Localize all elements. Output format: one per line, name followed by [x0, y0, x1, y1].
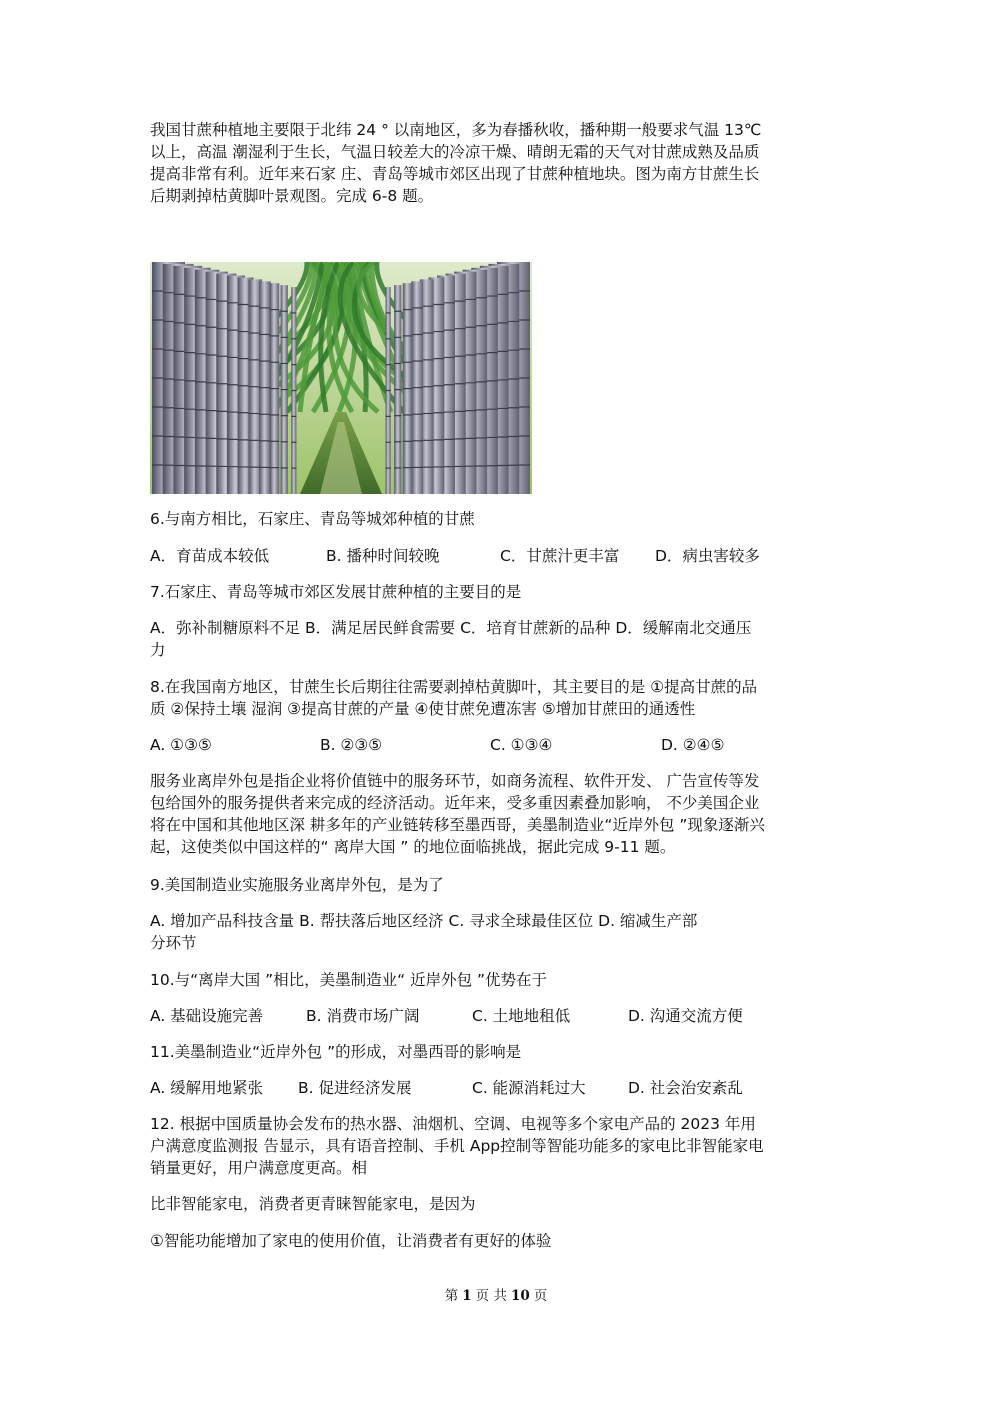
option-a: A．育苗成本较低 [150, 547, 270, 565]
text-line: 质 ②保持土壤 湿润 ③提高甘蔗的产量 ④使甘蔗免遭冻害 ⑤增加甘蔗田的通透性 [150, 700, 696, 718]
text-line: 后期剥掉枯黄脚叶景观图。完成 6-8 题。 [150, 187, 434, 205]
text-line: 比非智能家电，消费者更青睐智能家电，是因为 [150, 1195, 476, 1213]
text-line: 我国甘蔗种植地主要限于北纬 24 ° 以南地区，多为春播秋收，播种期一般要求气温 13℃ [150, 121, 762, 139]
option-a: A. 缓解用地紧张 [150, 1079, 264, 1097]
option-b: B. 消费市场广阔 [306, 1007, 420, 1025]
question-8 [150, 676, 850, 720]
sugarcane-illustration [150, 262, 532, 494]
text-line: 销量更好，用户满意度更高。相 [150, 1159, 368, 1177]
question-stem: 7.石家庄、青岛等城市郊区发展甘蔗种植的主要目的是 [150, 583, 522, 601]
option-b: B. 播种时间较晚 [326, 547, 440, 565]
page-footer [0, 1284, 992, 1304]
sugarcane-field-photo [150, 262, 532, 494]
question-stem: 6.与南方相比，石家庄、青岛等城郊种植的甘蔗 [150, 510, 475, 528]
option-b: B. ②③⑤ [320, 736, 383, 754]
question-8-options [150, 734, 850, 756]
question-10-options [150, 1005, 850, 1027]
text-line: 提高非常有利。近年来石家 庄、青岛等城市郊区出现了甘蔗种植地块。图为南方甘蔗生长 [150, 165, 760, 183]
footer-prefix: 第 [444, 1288, 459, 1304]
question-stem: 10.与“离岸大国 ”相比，美墨制造业“ 近岸外包 ”优势在于 [150, 971, 548, 989]
text-line: 8.在我国南方地区，甘蔗生长后期往往需要剥掉枯黄脚叶，其主要目的是 ①提高甘蔗的品 [150, 678, 758, 696]
text-line: ①智能功能增加了家电的使用价值，让消费者有更好的体验 [150, 1232, 552, 1250]
footer-suffix: 页 [533, 1288, 548, 1304]
intro-paragraph-sugarcane [150, 119, 850, 207]
question-12-line [150, 1193, 850, 1215]
question-9-options [150, 910, 850, 954]
option-a: A. 基础设施完善 [150, 1007, 264, 1025]
intro-paragraph-offshoring [150, 770, 850, 858]
footer-total-pages: 10 [510, 1288, 530, 1304]
question-7 [150, 581, 850, 603]
question-10 [150, 969, 850, 991]
question-9 [150, 874, 850, 896]
question-6-options [150, 545, 850, 567]
option-d: D. 社会治安紊乱 [628, 1079, 743, 1097]
footer-page-number: 1 [462, 1288, 472, 1304]
question-12-statement-1 [150, 1230, 850, 1252]
option-c: C. 土地地租低 [472, 1007, 571, 1025]
option-b: B. 促进经济发展 [298, 1079, 412, 1097]
text-line: 户满意度监测报 告显示，具有语音控制、手机 App控制等智能功能多的家电比非智能家电 [150, 1137, 764, 1155]
question-6 [150, 508, 850, 530]
option-d: D. 沟通交流方便 [628, 1007, 743, 1025]
option-a: A. ①③⑤ [150, 736, 212, 754]
question-7-options [150, 617, 850, 661]
text-line: A．弥补制糖原料不足 B．满足居民鲜食需要 C．培育甘蔗新的品种 D．缓解南北交通压 [150, 619, 752, 637]
question-stem: 11.美墨制造业“近岸外包 ”的形成，对墨西哥的影响是 [150, 1043, 522, 1061]
text-line: 服务业离岸外包是指企业将价值链中的服务环节，如商务流程、软件开发、 广告宣传等发 [150, 772, 760, 790]
option-d: D. ②④⑤ [661, 736, 725, 754]
text-line: 分环节 [150, 934, 197, 952]
question-11-options [150, 1077, 850, 1099]
question-12 [150, 1113, 850, 1179]
text-line: 将在中国和其他地区深 耕多年的产业链转移至墨西哥，美墨制造业“近岸外包 ”现象逐渐兴 [150, 816, 765, 834]
text-line: 以上，高温 潮湿利于生长，气温日较差大的冷凉干燥、晴朗无霜的天气对甘蔗成熟及品质 [150, 143, 760, 161]
option-c: C. ①③④ [490, 736, 553, 754]
text-line: 12. 根据中国质量协会发布的热水器、油烟机、空调、电视等多个家电产品的 2023 年用 [150, 1115, 756, 1133]
option-c: C．甘蔗汁更丰富 [500, 547, 620, 565]
text-line: 包给国外的服务提供者来完成的经济活动。近年来，受多重因素叠加影响， 不少美国企业 [150, 794, 760, 812]
option-c: C. 能源消耗过大 [472, 1079, 586, 1097]
text-line: 起，这使类似中国这样的“ 离岸大国 ” 的地位面临挑战，据此完成 9-11 题。 [150, 838, 676, 856]
question-11 [150, 1041, 850, 1063]
option-d: D．病虫害较多 [655, 547, 760, 565]
text-line: A. 增加产品科技含量 B. 帮扶落后地区经济 C. 寻求全球最佳区位 D. 缩减生产部 [150, 912, 698, 930]
question-stem: 9.美国制造业实施服务业离岸外包，是为了 [150, 876, 444, 894]
footer-middle: 页 共 [475, 1288, 507, 1304]
text-line: 力 [150, 641, 166, 659]
